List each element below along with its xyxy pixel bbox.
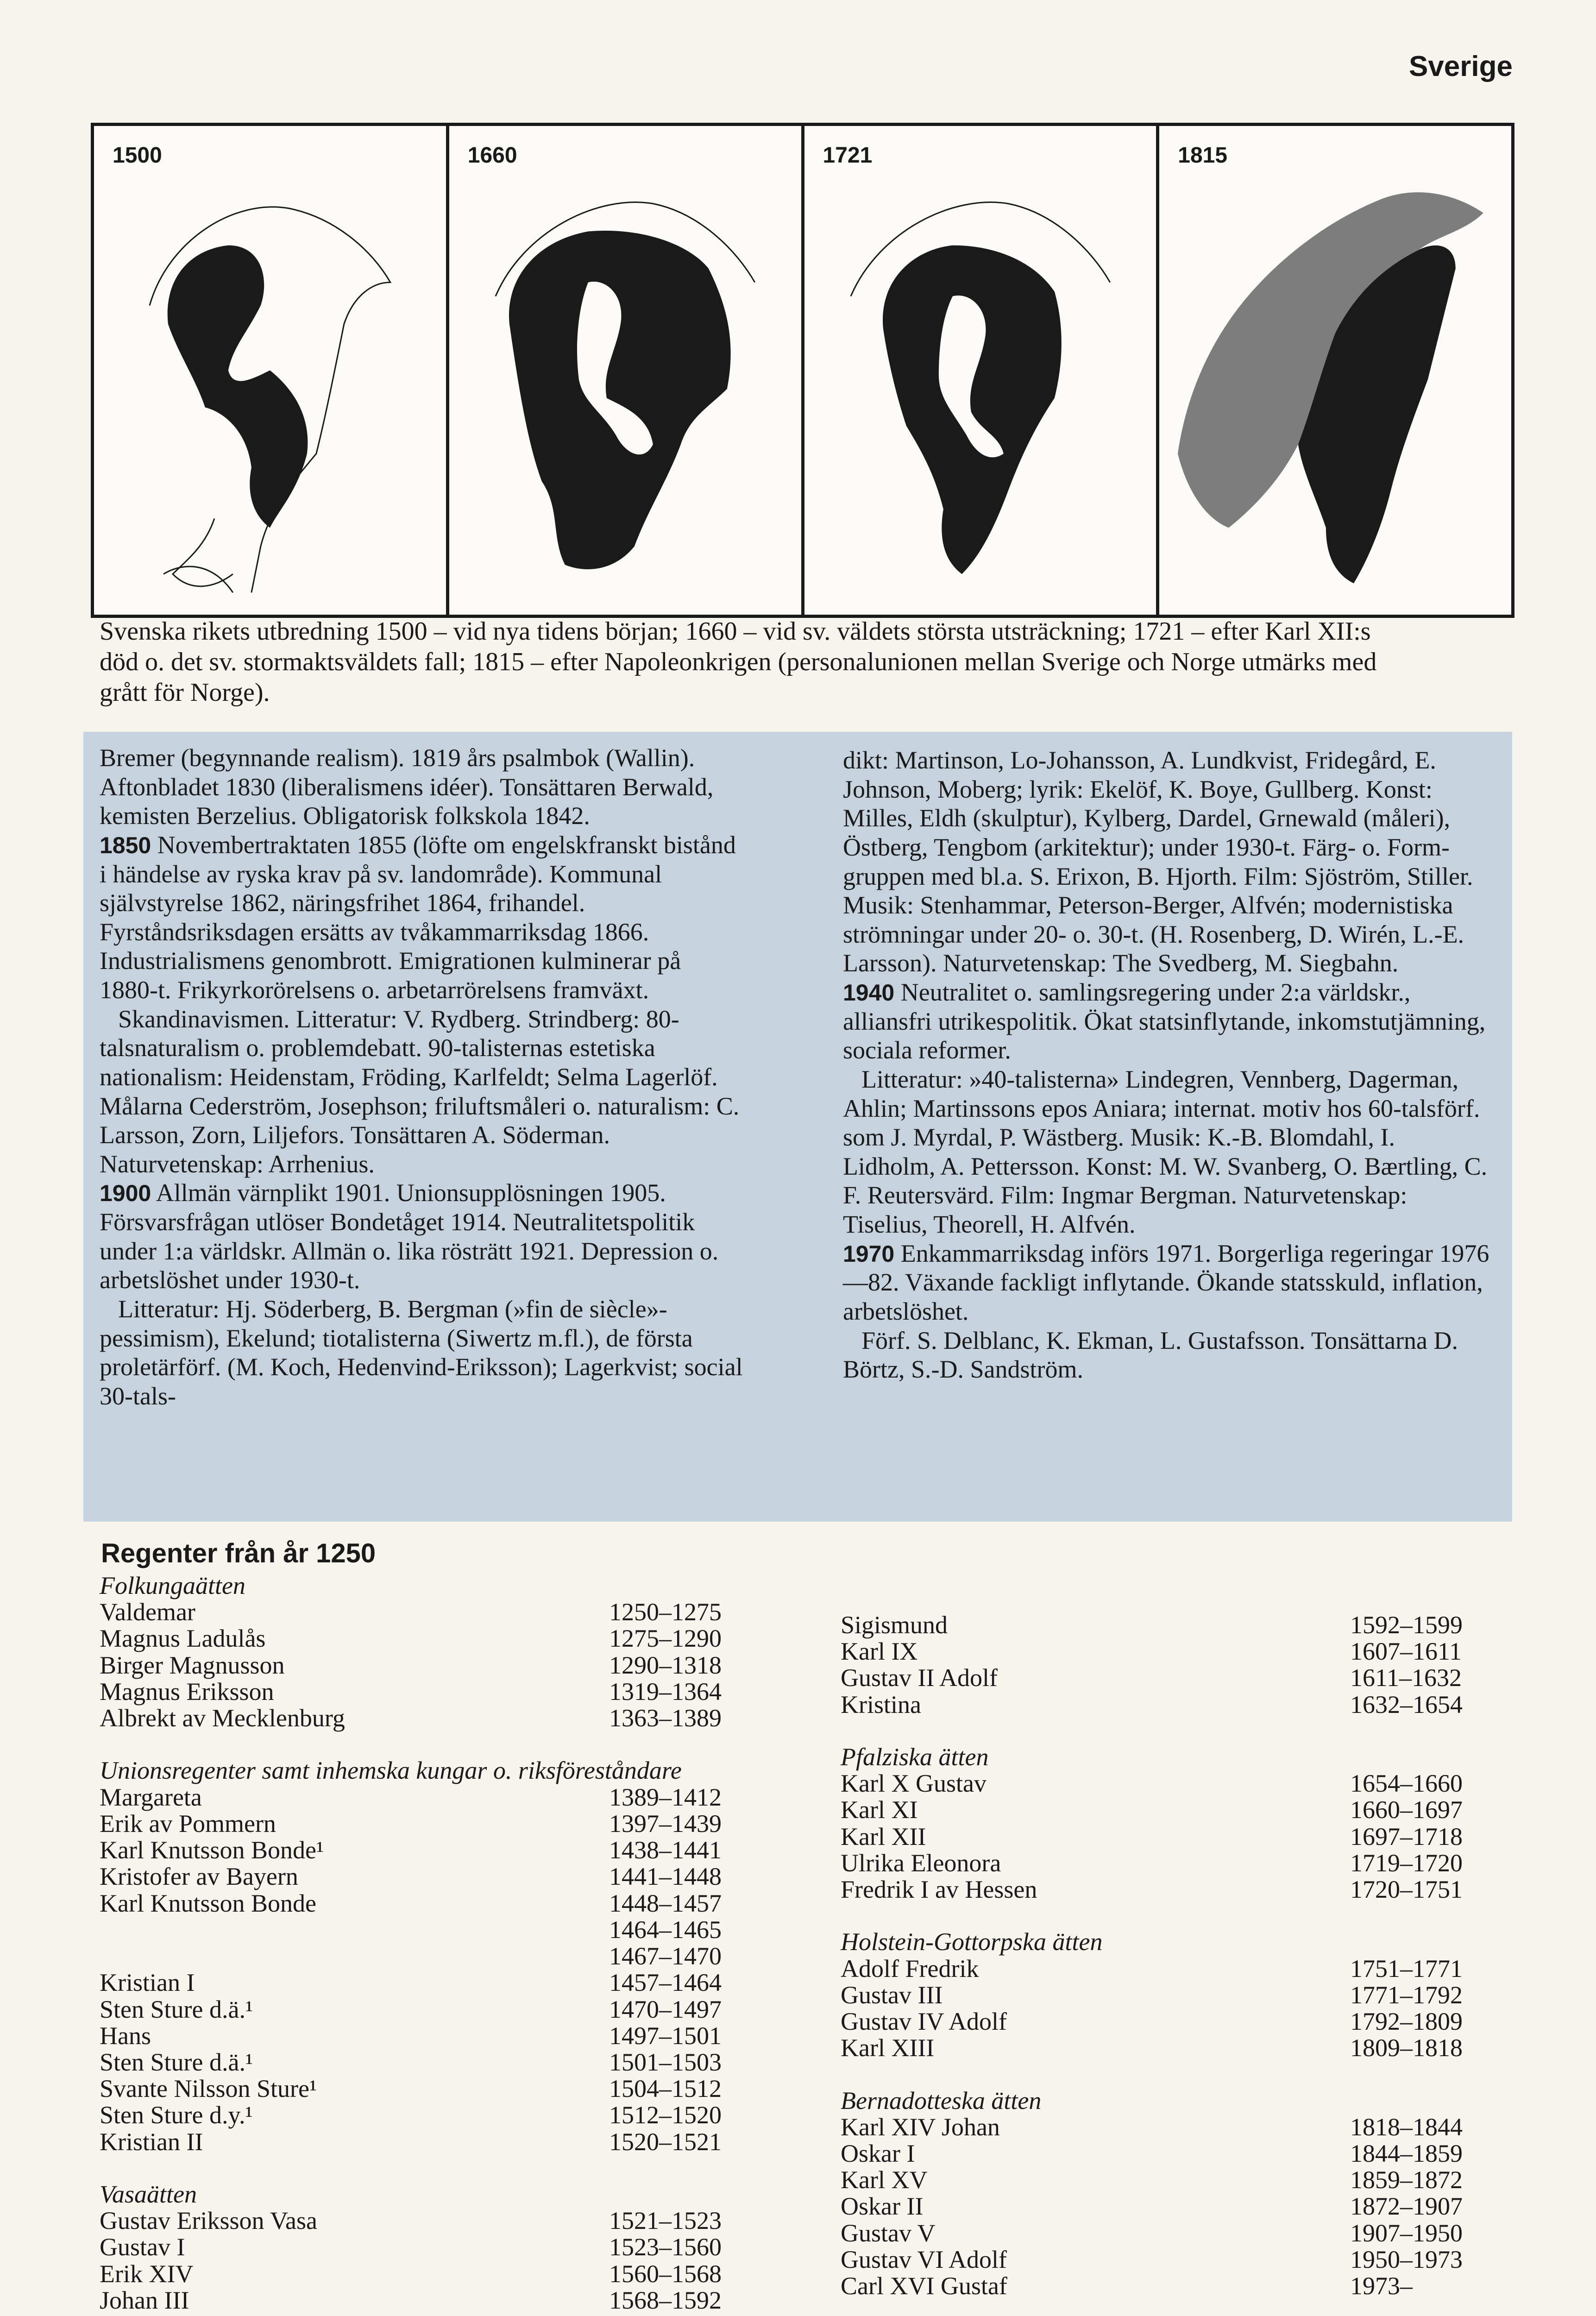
regent-years: 1520–1521 xyxy=(609,2127,722,2156)
regent-name: Oskar II xyxy=(841,2192,924,2221)
regent-years: 1632–1654 xyxy=(1350,1690,1463,1718)
regent-name: Magnus Ladulås xyxy=(100,1624,266,1653)
map-year-label: 1660 xyxy=(467,143,517,168)
map-1815-drawing xyxy=(1159,126,1511,615)
dynasty-heading: Folkungaätten xyxy=(100,1572,245,1599)
regent-row xyxy=(100,1811,743,1837)
regent-years: 1611–1632 xyxy=(1350,1664,1462,1692)
regent-row xyxy=(841,2273,1484,2299)
regent-row xyxy=(841,1638,1484,1665)
regent-row xyxy=(841,2167,1484,2193)
regent-row xyxy=(100,2261,743,2287)
map-year-label: 1721 xyxy=(823,143,873,168)
dynasty-heading: Holstein-Gottorpska ätten xyxy=(841,1928,1103,1956)
history-paragraph: dikt: Martinson, Lo-Johansson, A. Lundkvist, Fridegård, E. Johnson, Moberg; lyrik: Ekelöf, K. Boye, Gullberg. Konst: Milles, Eldh (skulptur), Kylberg, Dardel, Grnewald (måleri), Östberg, Tengbom (arkitektur); under 1930-t. Färg- o. Form-gruppen med bl.a. S. Erixon, B. Hjorth. Film: Sjöström, Stiller. Musik: Stenhammar, Peterson-Berger, Alfvén; modernistiska strömningar under 20- o. 30-t. (H. Rosenberg, D. Wirén, L.-E. Larsson). Naturvetenskap: The Svedberg, M. Siegbahn. xyxy=(843,746,1473,977)
dynasty-heading: Pfalziska ätten xyxy=(841,1743,989,1771)
regent-name: Sigismund xyxy=(841,1611,948,1639)
regent-name: Gustav II Adolf xyxy=(841,1664,998,1692)
regent-years: 1592–1599 xyxy=(1350,1611,1463,1639)
map-1660 xyxy=(449,126,804,615)
regent-years: 1397–1439 xyxy=(609,1809,722,1838)
regent-years: 1792–1809 xyxy=(1350,2008,1463,2036)
regent-row xyxy=(841,2114,1484,2140)
regent-years: 1751–1771 xyxy=(1350,1954,1463,1982)
regent-years: 1660–1697 xyxy=(1350,1796,1463,1824)
regent-name: Kristina xyxy=(841,1690,921,1718)
history-year: 1900 xyxy=(100,1180,151,1207)
regent-row xyxy=(841,1770,1484,1797)
regent-years: 1607–1611 xyxy=(1350,1637,1462,1666)
regent-name: Kristofer av Bayern xyxy=(100,1863,298,1891)
regent-years: 1448–1457 xyxy=(609,1889,722,1917)
regent-row xyxy=(100,1970,743,1996)
regent-row xyxy=(841,1612,1484,1638)
regent-row xyxy=(841,1982,1484,2008)
regent-years: 1497–1501 xyxy=(609,2021,722,2050)
regent-years: 1441–1448 xyxy=(609,1863,722,1891)
regent-years: 1464–1465 xyxy=(609,1915,722,1944)
regent-years: 1560–1568 xyxy=(609,2259,722,2288)
regent-name: Karl XIV Johan xyxy=(841,2113,1000,2141)
regent-row xyxy=(841,2140,1484,2167)
regent-row xyxy=(100,1625,743,1652)
regent-row xyxy=(841,2035,1484,2061)
regent-name: Gustav III xyxy=(841,1981,943,2009)
regent-name: Valdemar xyxy=(100,1598,195,1626)
regent-years: 1771–1792 xyxy=(1350,1981,1463,2009)
regent-years: 1697–1718 xyxy=(1350,1822,1463,1850)
dynasty-heading: Bernadotteska ätten xyxy=(841,2086,1042,2115)
regent-name: Karl XIII xyxy=(841,2034,935,2062)
regent-years: 1363–1389 xyxy=(609,1704,722,1732)
regent-name: Magnus Eriksson xyxy=(100,1677,274,1706)
regent-name: Erik av Pommern xyxy=(100,1809,276,1838)
regent-row xyxy=(100,2023,743,2049)
map-year-label: 1500 xyxy=(113,143,162,168)
regent-row xyxy=(841,1956,1484,1982)
regent-row xyxy=(100,1705,743,1731)
regent-name: Albrekt av Mecklenburg xyxy=(100,1704,345,1732)
regent-name: Karl Knutsson Bonde xyxy=(100,1889,316,1917)
regent-row xyxy=(841,2008,1484,2035)
regent-years: 1521–1523 xyxy=(609,2207,722,2235)
regent-row xyxy=(841,1665,1484,1691)
regent-row xyxy=(100,1784,743,1811)
regents-column-left xyxy=(100,1573,743,2314)
regent-name: Birger Magnusson xyxy=(100,1651,285,1679)
regent-row xyxy=(100,2129,743,2155)
history-column-right xyxy=(843,746,1491,1384)
dynasty-heading: Vasaätten xyxy=(100,2180,197,2208)
regent-years: 1438–1441 xyxy=(609,1836,722,1864)
regent-years: 1818–1844 xyxy=(1350,2113,1463,2141)
regent-row xyxy=(100,1679,743,1705)
regent-row xyxy=(100,2208,743,2234)
regent-name: Karl IX xyxy=(841,1637,918,1666)
history-year: 1970 xyxy=(843,1240,895,1267)
regent-row xyxy=(100,1652,743,1679)
history-paragraph: Skandinavismen. Litteratur: V. Rydberg. Strindberg: 80-talsnaturalism o. problemdebatt. 90-talisternas estetiska nationalism: Heidenstam, Fröding, Karlfeldt; Selma Lagerlöf. Målarna Cederström, Josephson; friluftsmåleri o. naturalism: C. Larsson, Zorn, Liljefors. Tonsättaren A. Söderman. Naturvetenskap: Arrhenius. xyxy=(100,1005,740,1178)
regent-name: Svante Nilsson Sture¹ xyxy=(100,2075,317,2103)
history-paragraph: Bremer (begynnande realism). 1819 års psalmbok (Wallin). Aftonbladet 1830 (liberalismens idéer). Tonsättaren Berwald, kemisten Berzelius. Obligatorisk folkskola 1842. xyxy=(100,744,714,830)
regent-row xyxy=(100,1996,743,2023)
regent-name: Margareta xyxy=(100,1783,202,1811)
regent-row xyxy=(100,2234,743,2260)
map-1815 xyxy=(1159,126,1511,615)
regent-years: 1973– xyxy=(1350,2272,1413,2300)
map-1721-drawing xyxy=(804,126,1156,615)
regent-name: Sten Sture d.ä.¹ xyxy=(100,2048,253,2076)
history-column-left xyxy=(100,743,743,1410)
regent-row xyxy=(100,2102,743,2128)
regent-name: Adolf Fredrik xyxy=(841,1954,979,1982)
regent-name: Gustav IV Adolf xyxy=(841,2008,1007,2036)
regent-years: 1512–1520 xyxy=(609,2101,722,2129)
regent-row xyxy=(841,1692,1484,1718)
regent-years: 1654–1660 xyxy=(1350,1769,1463,1798)
regent-row xyxy=(100,1863,743,1890)
regent-years: 1809–1818 xyxy=(1350,2034,1463,2062)
map-1721 xyxy=(804,126,1160,615)
regent-name: Fredrik I av Hessen xyxy=(841,1875,1037,1904)
regent-row xyxy=(100,1890,743,1917)
regent-name: Gustav V xyxy=(841,2219,936,2247)
historical-maps-panel xyxy=(91,123,1514,618)
map-year-label: 1815 xyxy=(1178,143,1228,168)
regent-years: 1950–1973 xyxy=(1350,2245,1463,2273)
regent-name: Erik XIV xyxy=(100,2259,194,2288)
regent-row xyxy=(100,2049,743,2076)
dynasty-heading: Unionsregenter samt inhemska kungar o. riksföreståndare xyxy=(100,1756,682,1785)
regent-name: Karl X Gustav xyxy=(841,1769,987,1798)
regents-heading: Regenter från år 1250 xyxy=(101,1538,376,1568)
regent-row xyxy=(841,2193,1484,2220)
regent-row xyxy=(841,1797,1484,1823)
regent-years: 1501–1503 xyxy=(609,2048,722,2076)
regent-row xyxy=(100,1837,743,1863)
regent-row xyxy=(841,1850,1484,1876)
regent-name: Johan III xyxy=(100,2286,189,2314)
regent-years: 1568–1592 xyxy=(609,2286,722,2314)
history-paragraph: Litteratur: »40-talisterna» Lindegren, Vennberg, Dagerman, Ahlin; Martinssons epos Aniara; internat. motiv hos 60-talsförf. som J. Myrdal, P. Wästberg. Musik: K.-B. Blomdahl, I. Lidholm, A. Pettersson. Konst: M. W. Svanberg, O. Bærtling, C. F. Reutersvärd. Film: Ingmar Bergman. Naturvetenskap: Tiselius, Theorell, H. Alfvén. xyxy=(843,1065,1488,1238)
history-year: 1940 xyxy=(843,980,895,1006)
history-paragraph: 1900 Allmän värnplikt 1901. Unionsupplösningen 1905. Försvarsfrågan utlöser Bondetåget 1914. Neutralitetspolitik under 1:a världskr. Allmän o. lika rösträtt 1921. Depression o. arbetslöshet under 1930-t. xyxy=(100,1179,719,1294)
regent-row xyxy=(841,2247,1484,2273)
regent-name: Kristian II xyxy=(100,2127,203,2156)
regent-row xyxy=(841,1876,1484,1903)
regent-years: 1504–1512 xyxy=(609,2075,722,2103)
regent-row xyxy=(841,1824,1484,1850)
regent-years: 1523–1560 xyxy=(609,2233,722,2261)
regent-years: 1275–1290 xyxy=(609,1624,722,1653)
history-paragraph: 1940 Neutralitet o. samlingsregering under 2:a världskr., alliansfri utrikespolitik. Ökat statsinflytande, inkomstutjämning, sociala reformer. xyxy=(843,978,1486,1064)
regent-name: Sten Sture d.ä.¹ xyxy=(100,1995,253,2023)
regent-years: 1467–1470 xyxy=(609,1942,722,1970)
regent-row xyxy=(100,1943,743,1970)
history-paragraph: Litteratur: Hj. Söderberg, B. Bergman (»fin de siècle»-pessimism), Ekelund; tiotalisterna (Siwertz m.fl.), de första proletärförf. (M. Koch, Hedenvind-Eriksson); Lagerkvist; social 30-tals- xyxy=(100,1295,743,1410)
map-1660-drawing xyxy=(449,126,801,615)
regent-name: Ulrika Eleonora xyxy=(841,1849,1001,1877)
map-caption: Svenska rikets utbredning 1500 – vid nya tidens början; 1660 – vid sv. väldets största utsträckning; 1721 – efter Karl XII:s död o. det sv. stormaktsväldets fall; 1815 – efter Napoleonkrigen (personalunionen mellan Sverige och Norge utmärks med grått för Norge). xyxy=(100,617,1377,707)
regent-name: Gustav Eriksson Vasa xyxy=(100,2207,317,2235)
regent-row xyxy=(100,1917,743,1943)
map-1500-drawing xyxy=(94,126,446,615)
regent-years: 1720–1751 xyxy=(1350,1875,1463,1904)
regent-name: Gustav I xyxy=(100,2233,185,2261)
regent-row xyxy=(841,2220,1484,2247)
regents-column-right xyxy=(841,1612,1484,2316)
regent-name: Karl XV xyxy=(841,2166,928,2194)
regent-years: 1250–1275 xyxy=(609,1598,722,1626)
regent-years: 1389–1412 xyxy=(609,1783,722,1811)
map-1500 xyxy=(94,126,449,615)
regent-name: Karl XI xyxy=(841,1796,918,1824)
regent-years: 1859–1872 xyxy=(1350,2166,1463,2194)
regent-name: Gustav VI Adolf xyxy=(841,2245,1007,2273)
history-paragraph: Förf. S. Delblanc, K. Ekman, L. Gustafsson. Tonsättarna D. Börtz, S.-D. Sandström. xyxy=(843,1326,1458,1384)
page-header-title: Sverige xyxy=(1408,50,1513,82)
history-year: 1850 xyxy=(100,832,151,858)
regent-row xyxy=(100,2076,743,2102)
regent-name: Oskar I xyxy=(841,2139,915,2167)
regent-name: Carl XVI Gustaf xyxy=(841,2272,1007,2300)
regent-row xyxy=(100,2287,743,2314)
history-paragraph: 1850 Novembertraktaten 1855 (löfte om engelskfranskt bistånd i händelse av ryska krav på sv. landområde). Kommunal självstyrelse 1862, näringsfrihet 1864, frihandel. Fyrståndsriksdagen ersätts av tvåkammarriksdag 1866. Industrialismens genombrott. Emigrationen kulminerar på 1880-t. Frikyrkorörelsens o. arbetarrörelsens framväxt. xyxy=(100,831,736,1004)
regent-name: Karl Knutsson Bonde¹ xyxy=(100,1836,324,1864)
regent-name: Karl XII xyxy=(841,1822,926,1850)
regent-years: 1907–1950 xyxy=(1350,2219,1463,2247)
regent-years: 1457–1464 xyxy=(609,1969,722,1997)
regent-years: 1719–1720 xyxy=(1350,1849,1463,1877)
regent-row xyxy=(100,1599,743,1625)
regent-name: Kristian I xyxy=(100,1969,195,1997)
history-paragraph: 1970 Enkammarriksdag införs 1971. Borgerliga regeringar 1976—82. Växande fackligt inflytande. Ökande statsskuld, inflation, arbetslöshet. xyxy=(843,1239,1489,1325)
regent-years: 1470–1497 xyxy=(609,1995,722,2023)
regent-years: 1290–1318 xyxy=(609,1651,722,1679)
regent-years: 1844–1859 xyxy=(1350,2139,1463,2167)
regent-name: Sten Sture d.y.¹ xyxy=(100,2101,253,2129)
regent-name: Hans xyxy=(100,2021,151,2050)
regent-years: 1872–1907 xyxy=(1350,2192,1463,2221)
regent-years: 1319–1364 xyxy=(609,1677,722,1706)
